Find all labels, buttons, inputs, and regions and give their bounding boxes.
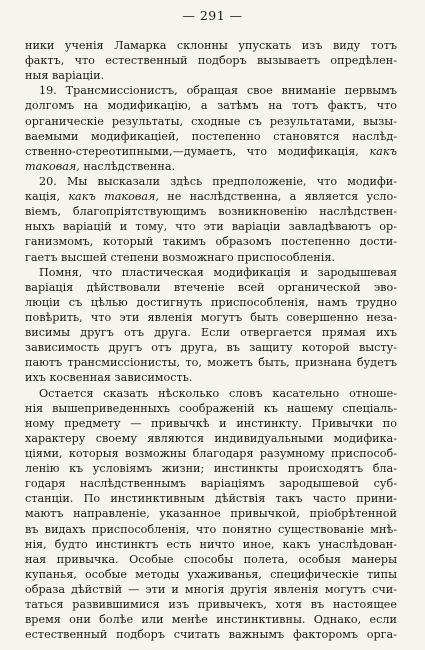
text-line: віемъ, благопріятствующимъ возникновенію наслѣдствен- — [25, 205, 397, 219]
text-line: паютъ трансмиссіонисты, то, можетъ быть, признана будетъ — [25, 356, 397, 370]
text-line: ная привычка. Особые способы полета, особыя манеры — [25, 552, 397, 566]
text-line: ныхъ варіацій и тому, что эти варіаціи завладѣваютъ ор- — [25, 220, 397, 234]
text-line: ственно-стереотипными,—думаетъ, что модификація, какъ — [25, 144, 397, 158]
text-line: купанья, особые методы ухаживанья, специфическіе типы — [25, 567, 397, 581]
text-line: ники ученія Ламарка склонны упускать изъ виду тотъ — [25, 39, 397, 52]
text-line: маютъ направленіе, указанное привычкой, пріобрѣтенной — [25, 507, 397, 521]
text-line: въ видахъ приспособленія, что понятно существованіе мнѣ- — [25, 522, 397, 536]
text-line: Помня, что пластическая модификація и зародышевая — [39, 265, 397, 279]
text-line: 20. Мы высказали здѣсь предположеніе, что модифи- — [39, 174, 397, 188]
text-line: варіація дѣйствовали втеченіе всей органической эво- — [25, 280, 397, 294]
text-line: ленію къ условіямъ жизни; инстинкты происходятъ бла- — [25, 462, 397, 476]
text-line: органическіе результаты, сходные съ результатами, вызы- — [25, 114, 397, 128]
text-line: люціи съ цѣлью достигнуть приспособленія, намъ трудно — [25, 295, 397, 309]
text-line: висимы другъ отъ друга. Если отвергается прямая ихъ — [25, 326, 397, 340]
text-line: нія, будто инстинктъ есть ничто иное, какъ унаслѣдован- — [25, 537, 397, 551]
text-line: повѣрить, что эти явленія могутъ быть совершенно неза- — [25, 310, 397, 324]
page-number: — 291 — — [182, 8, 243, 23]
text-line: годаря наслѣдственнымъ варіаціямъ зародышевой суб- — [25, 477, 397, 491]
text-line: таковая, наслѣдственна. — [25, 159, 176, 173]
text-line: фактъ, что естественный подборъ вызываетъ опредѣлен- — [25, 54, 397, 68]
text-line: ціями, которыя возможны благодаря разумному приспособ- — [25, 446, 397, 460]
text-line: ихъ косвенная зависимость. — [25, 371, 193, 385]
text-line: ваемыми модификаціей, постепенно становятся наслѣд- — [25, 129, 397, 143]
text-line: станціи. По инстинктивным дѣйствія такъ часто прини- — [25, 492, 397, 506]
text-line: Остается сказать нѣсколько словъ касательно отноше- — [39, 386, 397, 400]
text-line: ганизмомъ, который такимъ образомъ постепенно дости- — [25, 235, 397, 249]
text-line: долгомъ на модификацію, а затѣмъ на тотъ фактъ, что — [25, 99, 397, 113]
text-line: нія вышеприведенныхъ соображеній къ нашему спеціаль- — [25, 401, 397, 415]
body-text — [25, 38, 397, 642]
text-line: образа дѣйствій — эти и многія другія явленія могутъ счи- — [25, 582, 397, 596]
text-line: гаетъ высшей степени возможнаго приспособленія. — [25, 250, 335, 264]
text-line: ныя варіаціи. — [25, 69, 105, 83]
text-line: кація, какъ таковая, не наслѣдственна, а является усло- — [25, 190, 397, 204]
text-line: время они болѣе или менѣе инстинктивны. Однако, если — [25, 613, 397, 627]
text-line: зависимость другъ отъ друга, въ защиту которой высту- — [25, 341, 397, 355]
text-line: характеру своему являются индивидуальными модифика- — [25, 431, 397, 445]
text-line: таться развившимися изъ привычекъ, хотя въ настоящее — [25, 598, 397, 612]
text-line: естественный подборъ считать важнымъ факторомъ орга- — [25, 628, 397, 642]
text-line: 19. Трансмиссіонистъ, обращая свое вниманіе первымъ — [39, 84, 397, 98]
text-line: ному предмету — привычкѣ и инстинкту. Привычки по — [25, 416, 397, 430]
